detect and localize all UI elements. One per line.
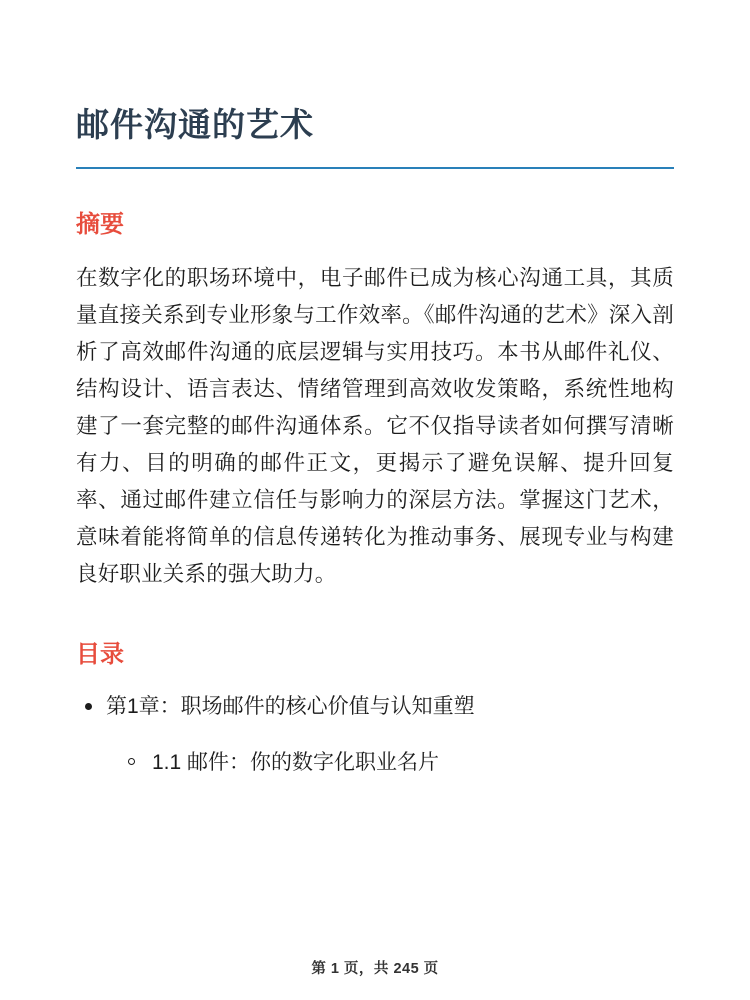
page-title: 邮件沟通的艺术 bbox=[76, 106, 314, 143]
toc-list bbox=[76, 690, 674, 779]
toc-section-item[interactable] bbox=[76, 746, 674, 780]
toc-section-label: 1.1 邮件：你的数字化职业名片 bbox=[152, 750, 440, 774]
toc-chapter-label: 第1章：职场邮件的核心价值与认知重塑 bbox=[106, 695, 475, 719]
abstract-paragraph: 在数字化的职场环境中，电子邮件已成为核心沟通工具，其质量直接关系到专业形象与工作效率。《邮件沟通的艺术》深入剖析了高效邮件沟通的底层逻辑与实用技巧。本书从邮件礼仪、结构设计、语言表达、情绪管理到高效收发策略，系统性地构建了一套完整的邮件沟通体系。它不仅指导读者如何撰写清晰有力、目的明确的邮件正文，更揭示了避免误解、提升回复率、通过邮件建立信任与影响力的深层方法。掌握这门艺术，意味着能将简单的信息传递转化为推动事务、展现专业与构建良好职业关系的强大助力。 bbox=[76, 266, 674, 587]
toc-heading: 目录 bbox=[76, 641, 124, 669]
page-footer: 第 1 页，共 245 页 bbox=[311, 961, 439, 977]
title-divider bbox=[76, 167, 674, 169]
abstract-heading: 摘要 bbox=[76, 211, 124, 239]
toc-chapter-item[interactable] bbox=[76, 690, 674, 724]
